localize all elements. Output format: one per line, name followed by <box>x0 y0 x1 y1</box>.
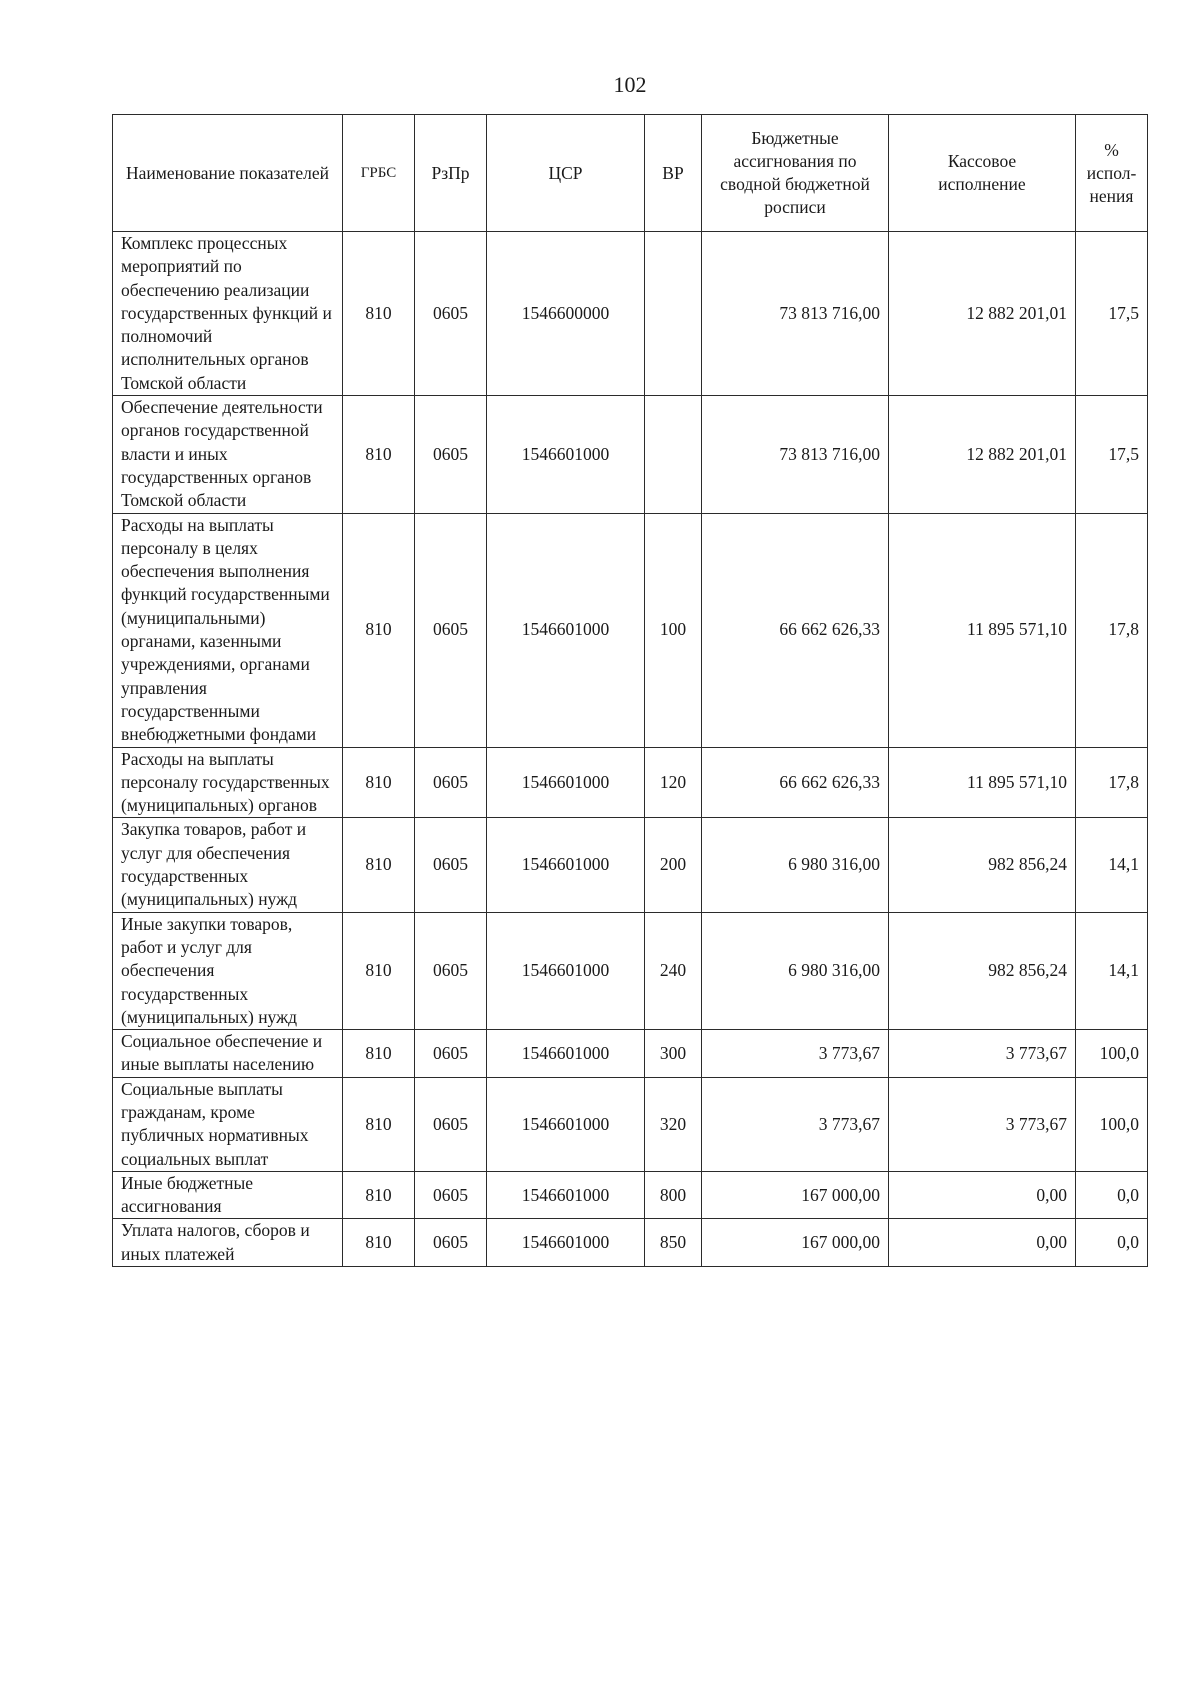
header-assignments: Бюджетные ассигнования по сводной бюджетной росписи <box>702 115 889 232</box>
row-name: Закупка товаров, работ и услуг для обеспечения государственных (муниципальных) нужд <box>113 818 343 912</box>
table-row <box>113 396 1148 513</box>
row-csr: 1546601000 <box>487 513 645 747</box>
row-assignments: 167 000,00 <box>702 1171 889 1219</box>
row-rzpr: 0605 <box>415 396 487 513</box>
table-row <box>113 513 1148 747</box>
row-grbs: 810 <box>343 1171 415 1219</box>
row-percent: 17,5 <box>1076 396 1148 513</box>
row-name: Социальное обеспечение и иные выплаты населению <box>113 1030 343 1078</box>
row-rzpr: 0605 <box>415 818 487 912</box>
table-row <box>113 1171 1148 1219</box>
table-row <box>113 1219 1148 1267</box>
row-cash-execution: 12 882 201,01 <box>889 396 1076 513</box>
row-vr <box>645 232 702 396</box>
row-grbs: 810 <box>343 747 415 818</box>
table-row <box>113 232 1148 396</box>
row-cash-execution: 3 773,67 <box>889 1030 1076 1078</box>
row-name: Обеспечение деятельности органов государственной власти и иных государственных органов Томской области <box>113 396 343 513</box>
row-vr: 100 <box>645 513 702 747</box>
row-vr: 240 <box>645 912 702 1029</box>
row-name: Комплекс процессных мероприятий по обеспечению реализации государственных функций и полномочий исполнительных органов Томской области <box>113 232 343 396</box>
row-assignments: 167 000,00 <box>702 1219 889 1267</box>
row-rzpr: 0605 <box>415 513 487 747</box>
row-percent: 17,8 <box>1076 747 1148 818</box>
table-row <box>113 1030 1148 1078</box>
row-name: Расходы на выплаты персоналу в целях обеспечения выполнения функций государственными (муниципальными) органами, казенными учреждениями, органами управления государственными внебюджетными фондами <box>113 513 343 747</box>
row-rzpr: 0605 <box>415 747 487 818</box>
table-row <box>113 1077 1148 1171</box>
row-name: Иные закупки товаров, работ и услуг для обеспечения государственных (муниципальных) нужд <box>113 912 343 1029</box>
row-rzpr: 0605 <box>415 1030 487 1078</box>
table-row <box>113 747 1148 818</box>
row-grbs: 810 <box>343 1077 415 1171</box>
header-grbs: ГРБС <box>343 115 415 232</box>
row-assignments: 66 662 626,33 <box>702 747 889 818</box>
table-row <box>113 818 1148 912</box>
row-cash-execution: 11 895 571,10 <box>889 513 1076 747</box>
row-cash-execution: 3 773,67 <box>889 1077 1076 1171</box>
row-cash-execution: 12 882 201,01 <box>889 232 1076 396</box>
row-csr: 1546601000 <box>487 912 645 1029</box>
budget-execution-table <box>112 114 1148 1267</box>
row-rzpr: 0605 <box>415 912 487 1029</box>
header-vr: ВР <box>645 115 702 232</box>
row-vr: 800 <box>645 1171 702 1219</box>
row-grbs: 810 <box>343 513 415 747</box>
row-cash-execution: 0,00 <box>889 1219 1076 1267</box>
row-grbs: 810 <box>343 1219 415 1267</box>
row-percent: 14,1 <box>1076 912 1148 1029</box>
row-csr: 1546601000 <box>487 1171 645 1219</box>
row-assignments: 3 773,67 <box>702 1030 889 1078</box>
row-cash-execution: 0,00 <box>889 1171 1076 1219</box>
row-csr: 1546600000 <box>487 232 645 396</box>
row-rzpr: 0605 <box>415 1171 487 1219</box>
row-vr: 320 <box>645 1077 702 1171</box>
row-csr: 1546601000 <box>487 747 645 818</box>
row-percent: 100,0 <box>1076 1030 1148 1078</box>
row-name: Расходы на выплаты персоналу государственных (муниципальных) органов <box>113 747 343 818</box>
row-grbs: 810 <box>343 232 415 396</box>
row-assignments: 6 980 316,00 <box>702 912 889 1029</box>
row-vr: 120 <box>645 747 702 818</box>
row-csr: 1546601000 <box>487 1077 645 1171</box>
row-name: Социальные выплаты гражданам, кроме публичных нормативных социальных выплат <box>113 1077 343 1171</box>
row-rzpr: 0605 <box>415 1077 487 1171</box>
row-assignments: 73 813 716,00 <box>702 396 889 513</box>
row-percent: 100,0 <box>1076 1077 1148 1171</box>
table-header-row <box>113 115 1148 232</box>
row-cash-execution: 982 856,24 <box>889 912 1076 1029</box>
row-rzpr: 0605 <box>415 232 487 396</box>
row-assignments: 6 980 316,00 <box>702 818 889 912</box>
row-vr: 300 <box>645 1030 702 1078</box>
header-cash-execution: Кассовое исполнение <box>889 115 1076 232</box>
row-name: Иные бюджетные ассигнования <box>113 1171 343 1219</box>
row-csr: 1546601000 <box>487 1030 645 1078</box>
header-name: Наименование показателей <box>113 115 343 232</box>
row-vr <box>645 396 702 513</box>
page-number: 102 <box>613 72 647 97</box>
header-rzpr: РзПр <box>415 115 487 232</box>
row-rzpr: 0605 <box>415 1219 487 1267</box>
row-csr: 1546601000 <box>487 1219 645 1267</box>
row-percent: 14,1 <box>1076 818 1148 912</box>
row-grbs: 810 <box>343 912 415 1029</box>
row-name: Уплата налогов, сборов и иных платежей <box>113 1219 343 1267</box>
row-percent: 0,0 <box>1076 1171 1148 1219</box>
header-percent: % испол-нения <box>1076 115 1148 232</box>
row-assignments: 73 813 716,00 <box>702 232 889 396</box>
row-percent: 17,8 <box>1076 513 1148 747</box>
header-csr: ЦСР <box>487 115 645 232</box>
row-csr: 1546601000 <box>487 818 645 912</box>
row-vr: 850 <box>645 1219 702 1267</box>
row-grbs: 810 <box>343 1030 415 1078</box>
row-percent: 0,0 <box>1076 1219 1148 1267</box>
row-csr: 1546601000 <box>487 396 645 513</box>
row-grbs: 810 <box>343 396 415 513</box>
row-cash-execution: 11 895 571,10 <box>889 747 1076 818</box>
row-assignments: 3 773,67 <box>702 1077 889 1171</box>
table-body <box>113 232 1148 1267</box>
row-assignments: 66 662 626,33 <box>702 513 889 747</box>
table-row <box>113 912 1148 1029</box>
row-vr: 200 <box>645 818 702 912</box>
row-percent: 17,5 <box>1076 232 1148 396</box>
row-cash-execution: 982 856,24 <box>889 818 1076 912</box>
row-grbs: 810 <box>343 818 415 912</box>
